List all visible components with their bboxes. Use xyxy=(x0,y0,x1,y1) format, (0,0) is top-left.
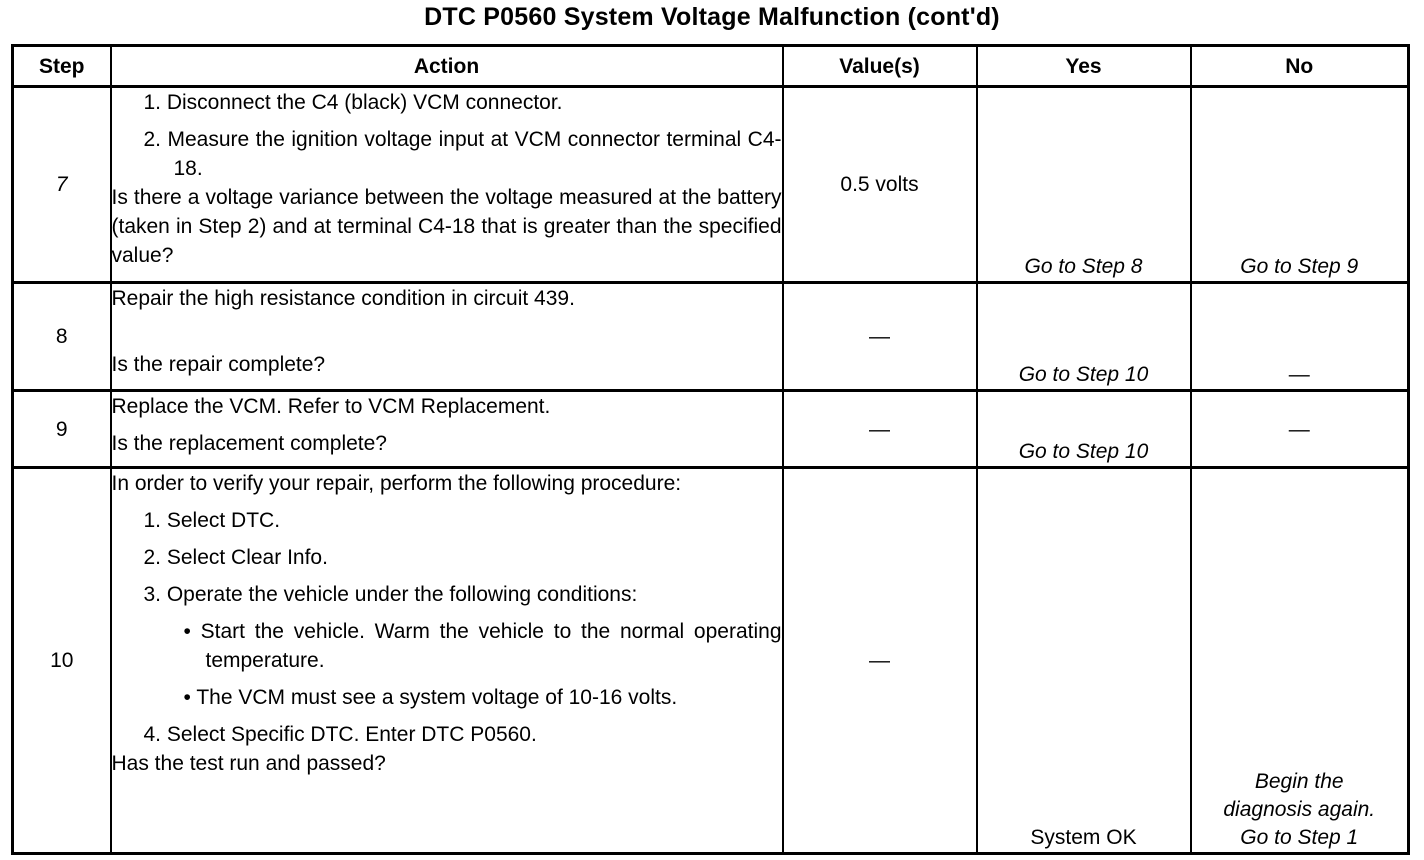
action-item: 2. Measure the ignition voltage input at VCM connector terminal C4-18. xyxy=(143,128,782,180)
action-intro: In order to verify your repair, perform the following procedure: xyxy=(111,472,682,495)
action-cell xyxy=(111,87,783,283)
no-line: Go to Step 1 xyxy=(1240,826,1359,849)
table-row-step-7 xyxy=(13,87,1409,283)
no-cell xyxy=(1191,468,1409,854)
step-number: 10 xyxy=(13,468,111,854)
action-item: 2. Select Clear Info. xyxy=(143,546,328,569)
yes-cell: Go to Step 8 xyxy=(977,87,1191,283)
action-text: Replace the VCM. Refer to VCM Replacement. xyxy=(111,395,551,418)
action-cell xyxy=(111,391,783,468)
header-step: Step xyxy=(13,46,111,87)
yes-cell: Go to Step 10 xyxy=(977,283,1191,391)
action-question: Is the replacement complete? xyxy=(111,432,387,455)
yes-cell: Go to Step 10 xyxy=(977,391,1191,468)
header-row xyxy=(13,46,1409,87)
header-action: Action xyxy=(111,46,783,87)
no-dash: — xyxy=(1288,363,1310,386)
value-cell: 0.5 volts xyxy=(783,87,977,283)
no-cell xyxy=(1191,283,1409,391)
action-bullet: • The VCM must see a system voltage of 10-16 volts. xyxy=(183,686,678,709)
action-item: 3. Operate the vehicle under the following conditions: xyxy=(143,583,638,606)
action-item: 1. Select DTC. xyxy=(143,509,281,532)
step-number: 7 xyxy=(13,87,111,283)
action-question: Is the repair complete? xyxy=(111,353,326,376)
action-item: 1. Disconnect the C4 (black) VCM connector. xyxy=(143,91,563,114)
no-line: Begin the xyxy=(1254,770,1344,793)
table-row-step-8 xyxy=(13,283,1409,391)
value-cell: — xyxy=(783,468,977,854)
no-cell: Go to Step 9 xyxy=(1191,87,1409,283)
step-number: 8 xyxy=(13,283,111,391)
bullet-text: The VCM must see a system voltage of 10-16 volts. xyxy=(196,686,678,709)
diagnostic-table xyxy=(11,44,1410,855)
action-bullet: • Start the vehicle. Warm the vehicle to the normal operating temperature. xyxy=(183,620,782,672)
no-cell xyxy=(1191,391,1409,468)
table-row-step-9 xyxy=(13,391,1409,468)
action-question: Is there a voltage variance between the voltage measured at the battery (taken in Step 2) and at terminal C4-18 that is greater than the specified value? xyxy=(111,186,782,267)
header-value: Value(s) xyxy=(783,46,977,87)
bullet-text: Start the vehicle. Warm the vehicle to the normal operating temperature. xyxy=(200,620,782,672)
page-title: DTC P0560 System Voltage Malfunction (cont'd) xyxy=(424,3,1000,31)
action-item: 4. Select Specific DTC. Enter DTC P0560. xyxy=(143,723,537,746)
value-cell: — xyxy=(783,391,977,468)
no-line: diagnosis again. xyxy=(1223,798,1376,821)
action-question: Has the test run and passed? xyxy=(111,752,386,775)
value-cell: — xyxy=(783,283,977,391)
action-cell xyxy=(111,283,783,391)
yes-cell: System OK xyxy=(977,468,1191,854)
action-text: Repair the high resistance condition in circuit 439. xyxy=(111,287,575,310)
no-dash: — xyxy=(1288,417,1310,441)
action-cell xyxy=(111,468,783,854)
header-no: No xyxy=(1191,46,1409,87)
table-row-step-10 xyxy=(13,468,1409,854)
step-number: 9 xyxy=(13,391,111,468)
header-yes: Yes xyxy=(977,46,1191,87)
